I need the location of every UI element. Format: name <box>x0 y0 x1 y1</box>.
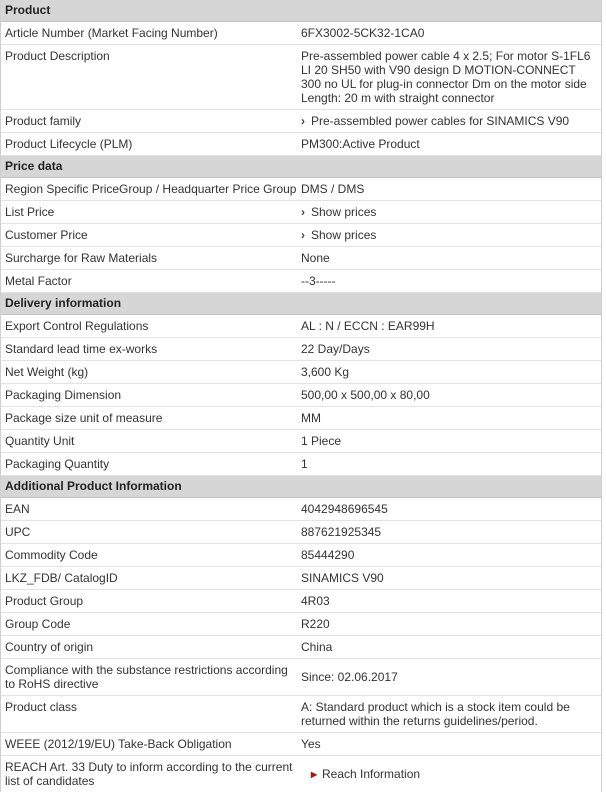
value-quantity-unit: 1 Piece <box>301 434 342 448</box>
label-reach <box>1 756 301 792</box>
row-catalog-id <box>1 567 601 590</box>
chevron-right-icon: › <box>301 114 305 128</box>
rohs-label-line: to RoHS directive <box>5 677 99 691</box>
label-group-code: Group Code <box>5 617 71 631</box>
row-product-group <box>1 590 601 613</box>
section-header-product: Product <box>1 0 601 22</box>
label-product-description: Product Description <box>5 49 110 63</box>
row-weee <box>1 733 601 756</box>
value-product-family <box>301 110 601 132</box>
value-region-price-group: DMS / DMS <box>301 182 365 196</box>
label-catalog-id: LKZ_FDB/ CatalogID <box>5 571 118 585</box>
label-product-class: Product class <box>5 700 78 714</box>
row-commodity-code <box>1 544 601 567</box>
row-product-description <box>1 45 601 110</box>
label-quantity-unit: Quantity Unit <box>5 434 75 448</box>
row-ean <box>1 498 601 521</box>
row-upc <box>1 521 601 544</box>
row-packaging-dimension <box>1 384 601 407</box>
row-region-price-group <box>1 178 601 201</box>
label-ean: EAN <box>5 502 30 516</box>
value-packaging-quantity: 1 <box>301 457 308 471</box>
label-lead-time: Standard lead time ex-works <box>5 342 158 356</box>
list-price-link-label: Show prices <box>311 205 377 219</box>
row-rohs-compliance <box>1 659 601 696</box>
value-catalog-id: SINAMICS V90 <box>301 571 384 585</box>
description-line: Length: 20 m with straight connector <box>301 91 495 105</box>
label-upc: UPC <box>5 525 31 539</box>
value-net-weight: 3,600 Kg <box>301 365 350 379</box>
label-region-price-group: Region Specific PriceGroup / Headquarter Price Group <box>5 182 297 196</box>
row-customer-price <box>1 224 601 247</box>
rohs-label-line: Compliance with the substance restrictions according <box>5 663 288 677</box>
value-export-control: AL : N / ECCN : EAR99H <box>301 319 435 333</box>
value-group-code: R220 <box>301 617 330 631</box>
description-line: Pre-assembled power cable 4 x 2.5; For motor S-1FL6 <box>301 49 591 63</box>
row-product-class <box>1 696 601 733</box>
value-rohs-compliance: Since: 02.06.2017 <box>301 670 398 684</box>
label-surcharge: Surcharge for Raw Materials <box>5 251 158 265</box>
product-class-line: returned within the returns guidelines/period. <box>301 714 538 728</box>
label-commodity-code: Commodity Code <box>5 548 98 562</box>
value-lead-time: 22 Day/Days <box>301 342 370 356</box>
reach-information-link[interactable] <box>301 767 420 781</box>
value-country-of-origin: China <box>301 640 333 654</box>
row-metal-factor <box>1 270 601 293</box>
label-article-number: Article Number (Market Facing Number) <box>5 26 218 40</box>
value-list-price <box>301 201 601 223</box>
row-group-code <box>1 613 601 636</box>
label-weee: WEEE (2012/19/EU) Take-Back Obligation <box>5 737 232 751</box>
value-package-size-unit: MM <box>301 411 321 425</box>
label-customer-price: Customer Price <box>5 228 88 242</box>
row-list-price <box>1 201 601 224</box>
description-line: 300 no UL for plug-in connector Dm on the motor side <box>301 77 587 91</box>
product-family-link[interactable] <box>301 114 569 128</box>
label-product-lifecycle: Product Lifecycle (PLM) <box>5 137 133 151</box>
row-net-weight <box>1 361 601 384</box>
value-weee: Yes <box>301 737 321 751</box>
label-packaging-dimension: Packaging Dimension <box>5 388 122 402</box>
row-product-family <box>1 110 601 133</box>
value-product-group: 4R03 <box>301 594 330 608</box>
section-header-price-data: Price data <box>1 156 601 178</box>
section-header-additional-info: Additional Product Information <box>1 476 601 498</box>
label-packaging-quantity: Packaging Quantity <box>5 457 110 471</box>
value-product-description <box>301 45 601 109</box>
label-product-group: Product Group <box>5 594 84 608</box>
product-class-line: A: Standard product which is a stock item could be <box>301 700 570 714</box>
reach-label-line: list of candidates <box>5 774 95 788</box>
label-list-price: List Price <box>5 205 55 219</box>
row-package-size-unit <box>1 407 601 430</box>
section-header-delivery-information: Delivery information <box>1 293 601 315</box>
value-surcharge: None <box>301 251 330 265</box>
triangle-right-icon: ▸ <box>311 767 318 781</box>
row-quantity-unit <box>1 430 601 453</box>
value-ean: 4042948696545 <box>301 502 388 516</box>
label-net-weight: Net Weight (kg) <box>5 365 89 379</box>
value-commodity-code: 85444290 <box>301 548 355 562</box>
row-product-lifecycle <box>1 133 601 156</box>
row-reach <box>1 756 601 792</box>
value-product-class <box>301 696 601 732</box>
value-article-number: 6FX3002-5CK32-1CA0 <box>301 26 425 40</box>
description-line: LI 20 SH50 with V90 design D MOTION-CONNECT <box>301 63 576 77</box>
customer-price-show-prices-link[interactable] <box>301 228 376 242</box>
value-reach <box>301 763 601 785</box>
label-product-family: Product family <box>5 114 82 128</box>
value-upc: 887621925345 <box>301 525 382 539</box>
row-lead-time <box>1 338 601 361</box>
label-metal-factor: Metal Factor <box>5 274 72 288</box>
row-article-number <box>1 22 601 45</box>
row-packaging-quantity <box>1 453 601 476</box>
label-rohs-compliance <box>1 659 301 695</box>
value-metal-factor: --3----- <box>301 274 336 288</box>
label-package-size-unit: Package size unit of measure <box>5 411 163 425</box>
value-packaging-dimension: 500,00 x 500,00 x 80,00 <box>301 388 430 402</box>
list-price-show-prices-link[interactable] <box>301 205 376 219</box>
customer-price-link-label: Show prices <box>311 228 377 242</box>
row-surcharge <box>1 247 601 270</box>
row-export-control <box>1 315 601 338</box>
label-export-control: Export Control Regulations <box>5 319 149 333</box>
reach-label-line: REACH Art. 33 Duty to inform according to the current <box>5 760 293 774</box>
value-customer-price <box>301 224 601 246</box>
chevron-right-icon: › <box>301 205 305 219</box>
row-country-of-origin <box>1 636 601 659</box>
chevron-right-icon: › <box>301 228 305 242</box>
product-family-link-label: Pre-assembled power cables for SINAMICS V90 <box>311 114 570 128</box>
reach-information-link-label: Reach Information <box>322 767 421 781</box>
label-country-of-origin: Country of origin <box>5 640 94 654</box>
value-product-lifecycle: PM300:Active Product <box>301 137 420 151</box>
